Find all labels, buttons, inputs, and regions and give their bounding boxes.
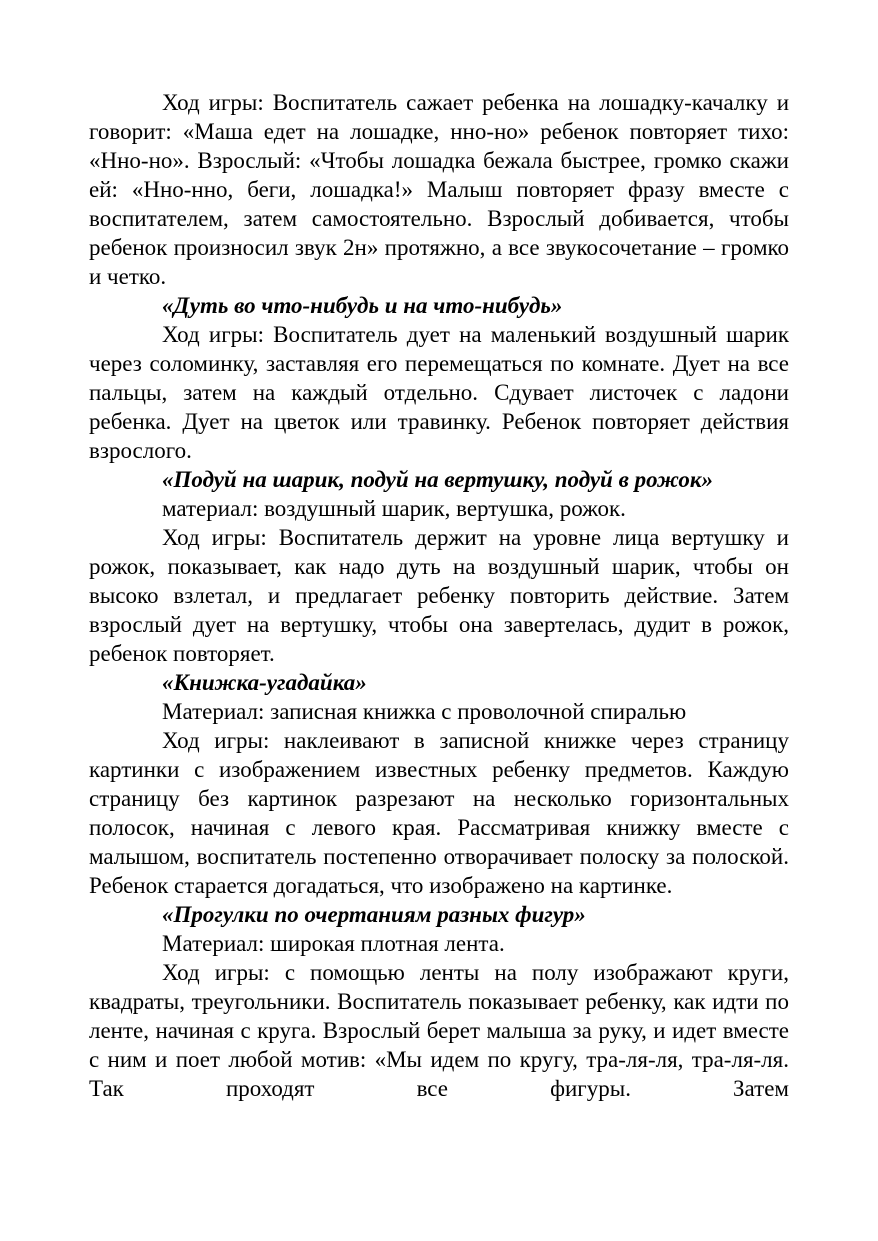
heading-book-game: «Книжка-угадайка»	[162, 670, 367, 695]
paragraph-balloon-material: материал: воздушный шарик, вертушка, рожок.	[162, 496, 626, 521]
heading-balloon-game: «Подуй на шарик, подуй на вертушку, подуй в рожок»	[162, 467, 714, 492]
paragraph-shapes-game: Ход игры: с помощью ленты на полу изображают круги, квадраты, треугольники. Воспитатель показывает ребенку, как идти по ленте, начиная с круга. Взрослый берет малыша за руку, и идет вместе с ним и поет любой мотив: «Мы идем по кругу, тра-ля-ля, тра-ля-ля. Так проходят все фигуры. Затем	[89, 960, 789, 1101]
paragraph-shapes-material: Материал: широкая плотная лента.	[162, 931, 505, 956]
paragraph-book-material: Материал: записная книжка с проволочной спиралью	[162, 699, 687, 724]
paragraph-balloon-game: Ход игры: Воспитатель держит на уровне лица вертушку и рожок, показывает, как надо дуть на воздушный шарик, чтобы он высоко взлетал, и предлагает ребенку повторить действие. Затем взрослый дует на вертушку, чтобы она завертелась, дудит в рожок, ребенок повторяет.	[89, 525, 789, 666]
heading-shapes-game: «Прогулки по очертаниям разных фигур»	[162, 902, 586, 927]
paragraph-book-game: Ход игры: наклеивают в записной книжке через страницу картинки с изображением известных ребенку предметов. Каждую страницу без картинок разрезают на несколько горизонтальных полосок, начиная с левого края. Рассматривая книжку вместе с малышом, воспитатель постепенно отворачивает полоску за полоской. Ребенок старается догадаться, что изображено на картинке.	[89, 728, 789, 898]
heading-blow-game: «Дуть во что-нибудь и на что-нибудь»	[162, 293, 563, 318]
paragraph-horse-game: Ход игры: Воспитатель сажает ребенка на лошадку-качалку и говорит: «Маша едет на лошадке, нно-но» ребенок повторяет тихо: «Нно-но». Взрослый: «Чтобы лошадка бежала быстрее, громко скажи ей: «Нно-нно, беги, лошадка!» Малыш повторяет фразу вместе с воспитателем, затем самостоятельно. Взрослый добивается, чтобы ребенок произносил звук 2н» протяжно, а все звукосочетание – громко и четко.	[89, 90, 789, 289]
paragraph-blow-game: Ход игры: Воспитатель дует на маленький воздушный шарик через соломинку, заставляя его перемещаться по комнате. Дует на все пальцы, затем на каждый отдельно. Сдувает листочек с ладони ребенка. Дует на цветок или травинку. Ребенок повторяет действия взрослого.	[89, 322, 789, 463]
document-page	[89, 88, 789, 1103]
